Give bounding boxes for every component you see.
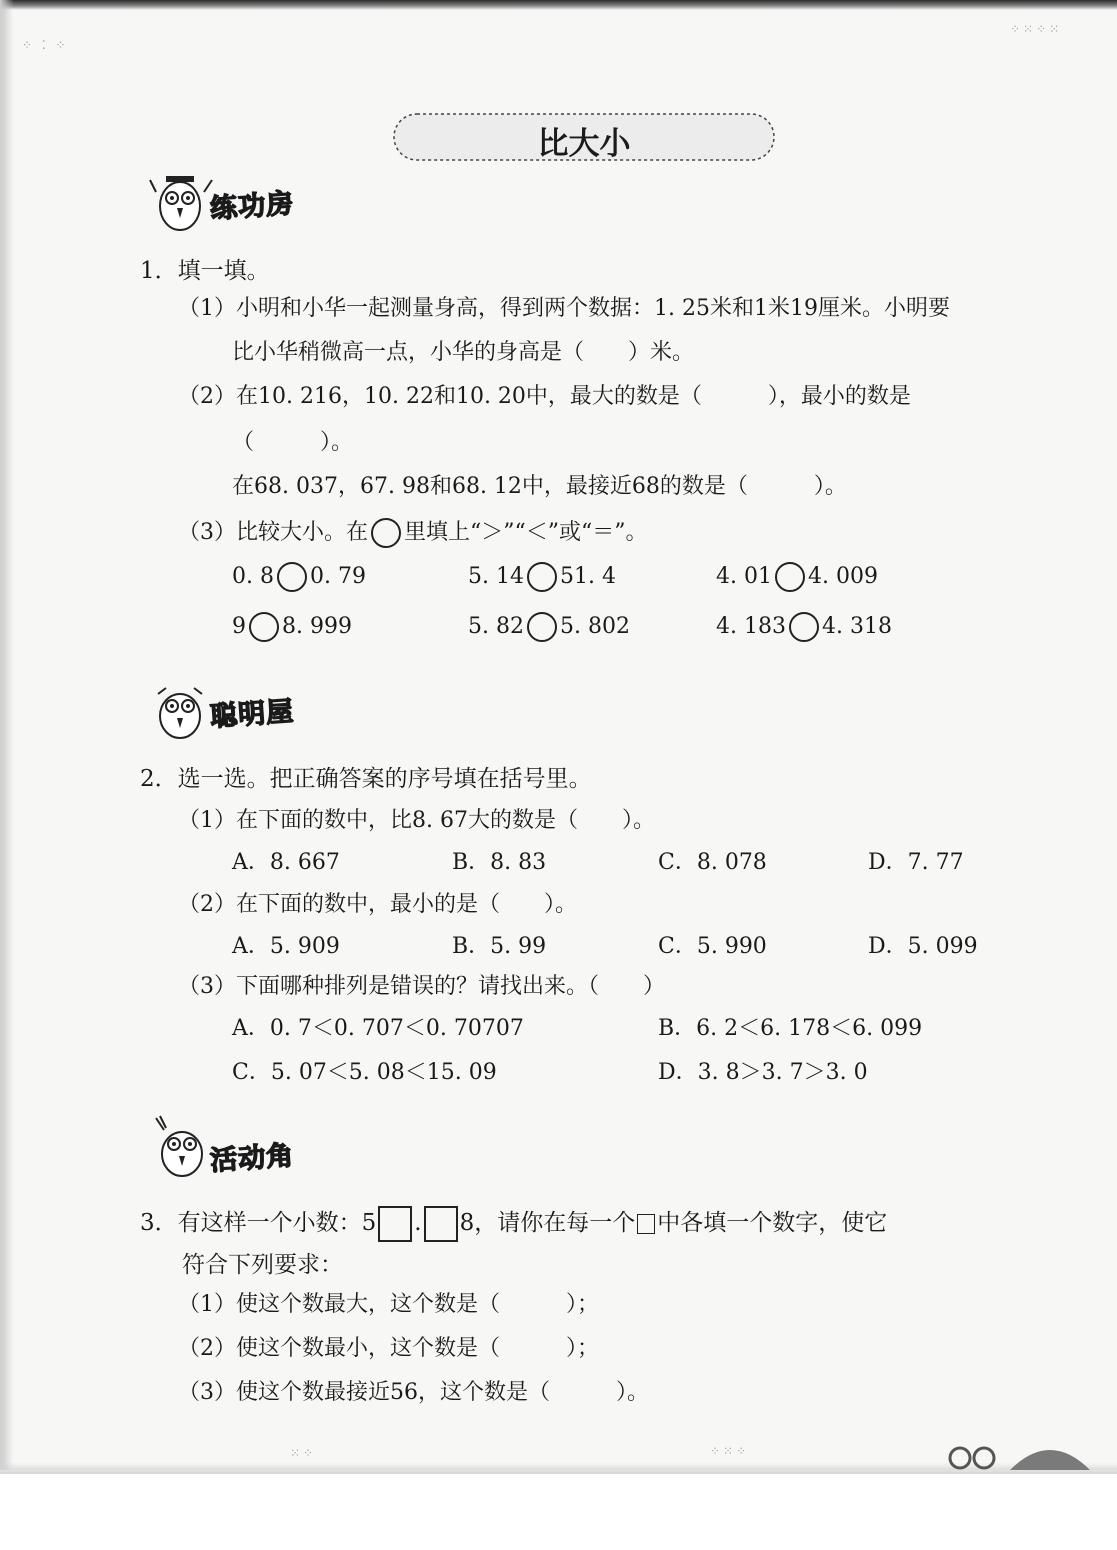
scan-bottom-margin	[0, 1474, 1117, 1550]
compare-left: 5. 82	[468, 614, 524, 639]
option-item[interactable]: C．5. 990	[658, 934, 767, 959]
scan-top-edge	[0, 0, 1117, 10]
option-item[interactable]: C．8. 078	[658, 850, 767, 875]
question-2-part-3: （3）下面哪种排列是错误的？请找出来。（ ）	[178, 974, 665, 999]
section-badge-lian-gong-fang	[148, 172, 348, 232]
option-item[interactable]: D．3. 8＞3. 7＞3. 0	[658, 1060, 868, 1085]
question-3-heading	[140, 1206, 887, 1242]
question-1-part-2-line-2: （ ）。	[232, 430, 354, 455]
compare-right: 51. 4	[559, 564, 616, 589]
section-label: 练功房	[209, 188, 296, 225]
compare-left: 9	[232, 614, 246, 639]
question-3-text-b: 8，请你在每一个	[459, 1210, 636, 1236]
section-badge-cong-ming-wu	[148, 680, 348, 740]
scan-speck: ⁘ ⁚ ⁘	[22, 38, 69, 52]
scan-speck: ⁘⁙⁘	[710, 1444, 750, 1458]
option-item[interactable]: B．6. 2＜6. 178＜6. 099	[658, 1016, 923, 1041]
section-badge-huo-dong-jiao	[148, 1112, 348, 1177]
compare-right: 8. 999	[282, 614, 352, 639]
question-2-part-2: （2）在下面的数中，最小的是（ ）。	[178, 892, 577, 917]
option-item[interactable]: D．7. 77	[868, 850, 964, 875]
question-1-part-2-line-1: （2）在10. 216，10. 22和10. 20中，最大的数是（ ），最小的数是	[178, 384, 911, 409]
scan-speck: ⁘⁙⁘⁙	[1010, 22, 1063, 36]
compare-item	[468, 612, 630, 642]
option-item[interactable]: A．8. 667	[232, 850, 340, 875]
digit-box[interactable]	[378, 1206, 412, 1242]
digit-box[interactable]	[424, 1206, 458, 1242]
answer-circle-sample	[371, 518, 401, 548]
compare-right: 5. 802	[559, 614, 630, 639]
decimal-point: .	[414, 1210, 422, 1236]
answer-circle[interactable]	[789, 612, 819, 642]
question-1-part-1-line-2: 比小华稍微高一点，小华的身高是（ ）米。	[232, 340, 695, 365]
compare-right: 4. 009	[807, 564, 878, 589]
owl-mascot-icon	[148, 1112, 218, 1182]
compare-left: 5. 14	[468, 564, 524, 589]
compare-left: 4. 183	[716, 614, 786, 639]
scan-speck: ⁙⁘	[290, 1446, 317, 1460]
compare-item	[716, 562, 878, 592]
owl-mascot-icon	[148, 680, 218, 742]
compare-item	[232, 612, 352, 642]
question-3-heading-line-2: 符合下列要求：	[182, 1252, 343, 1278]
compare-right: 4. 318	[821, 614, 892, 639]
compare-item	[232, 562, 366, 592]
box-symbol-icon	[637, 1214, 655, 1234]
question-3-part-2: （2）使这个数最小，这个数是（ ）；	[178, 1336, 599, 1361]
question-3-part-1: （1）使这个数最大，这个数是（ ）；	[178, 1292, 599, 1317]
question-1-part-3-line	[178, 518, 647, 548]
answer-circle[interactable]	[277, 562, 307, 592]
option-item[interactable]: D．5. 099	[868, 934, 978, 959]
option-item[interactable]: A．5. 909	[232, 934, 340, 959]
question-1-part-2-line-3: 在68. 037，67. 98和68. 12中，最接近68的数是（ ）。	[232, 474, 847, 499]
page-title: 比大小	[537, 126, 631, 162]
compare-item	[468, 562, 616, 592]
compare-left: 0. 8	[232, 564, 274, 589]
question-3-text-c: 中各填一个数字，使它	[657, 1210, 888, 1236]
option-item[interactable]: B．5. 99	[452, 934, 547, 959]
section-label: 聪明屋	[209, 696, 296, 733]
compare-right: 0. 79	[309, 564, 366, 589]
answer-circle[interactable]	[249, 612, 279, 642]
question-3-text-a: 3．有这样一个小数：5	[140, 1210, 377, 1236]
question-2-part-1: （1）在下面的数中，比8. 67大的数是（ ）。	[178, 808, 655, 833]
compare-left: 4. 01	[716, 564, 772, 589]
title-banner	[392, 112, 776, 162]
section-label: 活动角	[209, 1140, 296, 1177]
option-item[interactable]: A．0. 7＜0. 707＜0. 70707	[232, 1016, 524, 1041]
scan-left-edge	[0, 0, 14, 1470]
answer-circle[interactable]	[775, 562, 805, 592]
owl-mascot-icon	[148, 172, 218, 234]
question-3-part-3: （3）使这个数最接近56，这个数是（ ）。	[178, 1380, 649, 1405]
question-2-heading: 2．选一选。把正确答案的序号填在括号里。	[140, 766, 592, 792]
part-3-text-after: 里填上“＞”“＜”或“＝”。	[404, 520, 648, 545]
answer-circle[interactable]	[527, 612, 557, 642]
question-1-heading: 1．填一填。	[140, 258, 270, 284]
question-1-part-1-line-1: （1）小明和小华一起测量身高，得到两个数据：1. 25米和1米19厘米。小明要	[178, 296, 950, 321]
part-3-text-before: （3）比较大小。在	[178, 520, 368, 545]
option-item[interactable]: B．8. 83	[452, 850, 547, 875]
answer-circle[interactable]	[527, 562, 557, 592]
corner-swirl-decoration	[940, 1436, 1100, 1470]
compare-item	[716, 612, 892, 642]
option-item[interactable]: C．5. 07＜5. 08＜15. 09	[232, 1060, 497, 1085]
